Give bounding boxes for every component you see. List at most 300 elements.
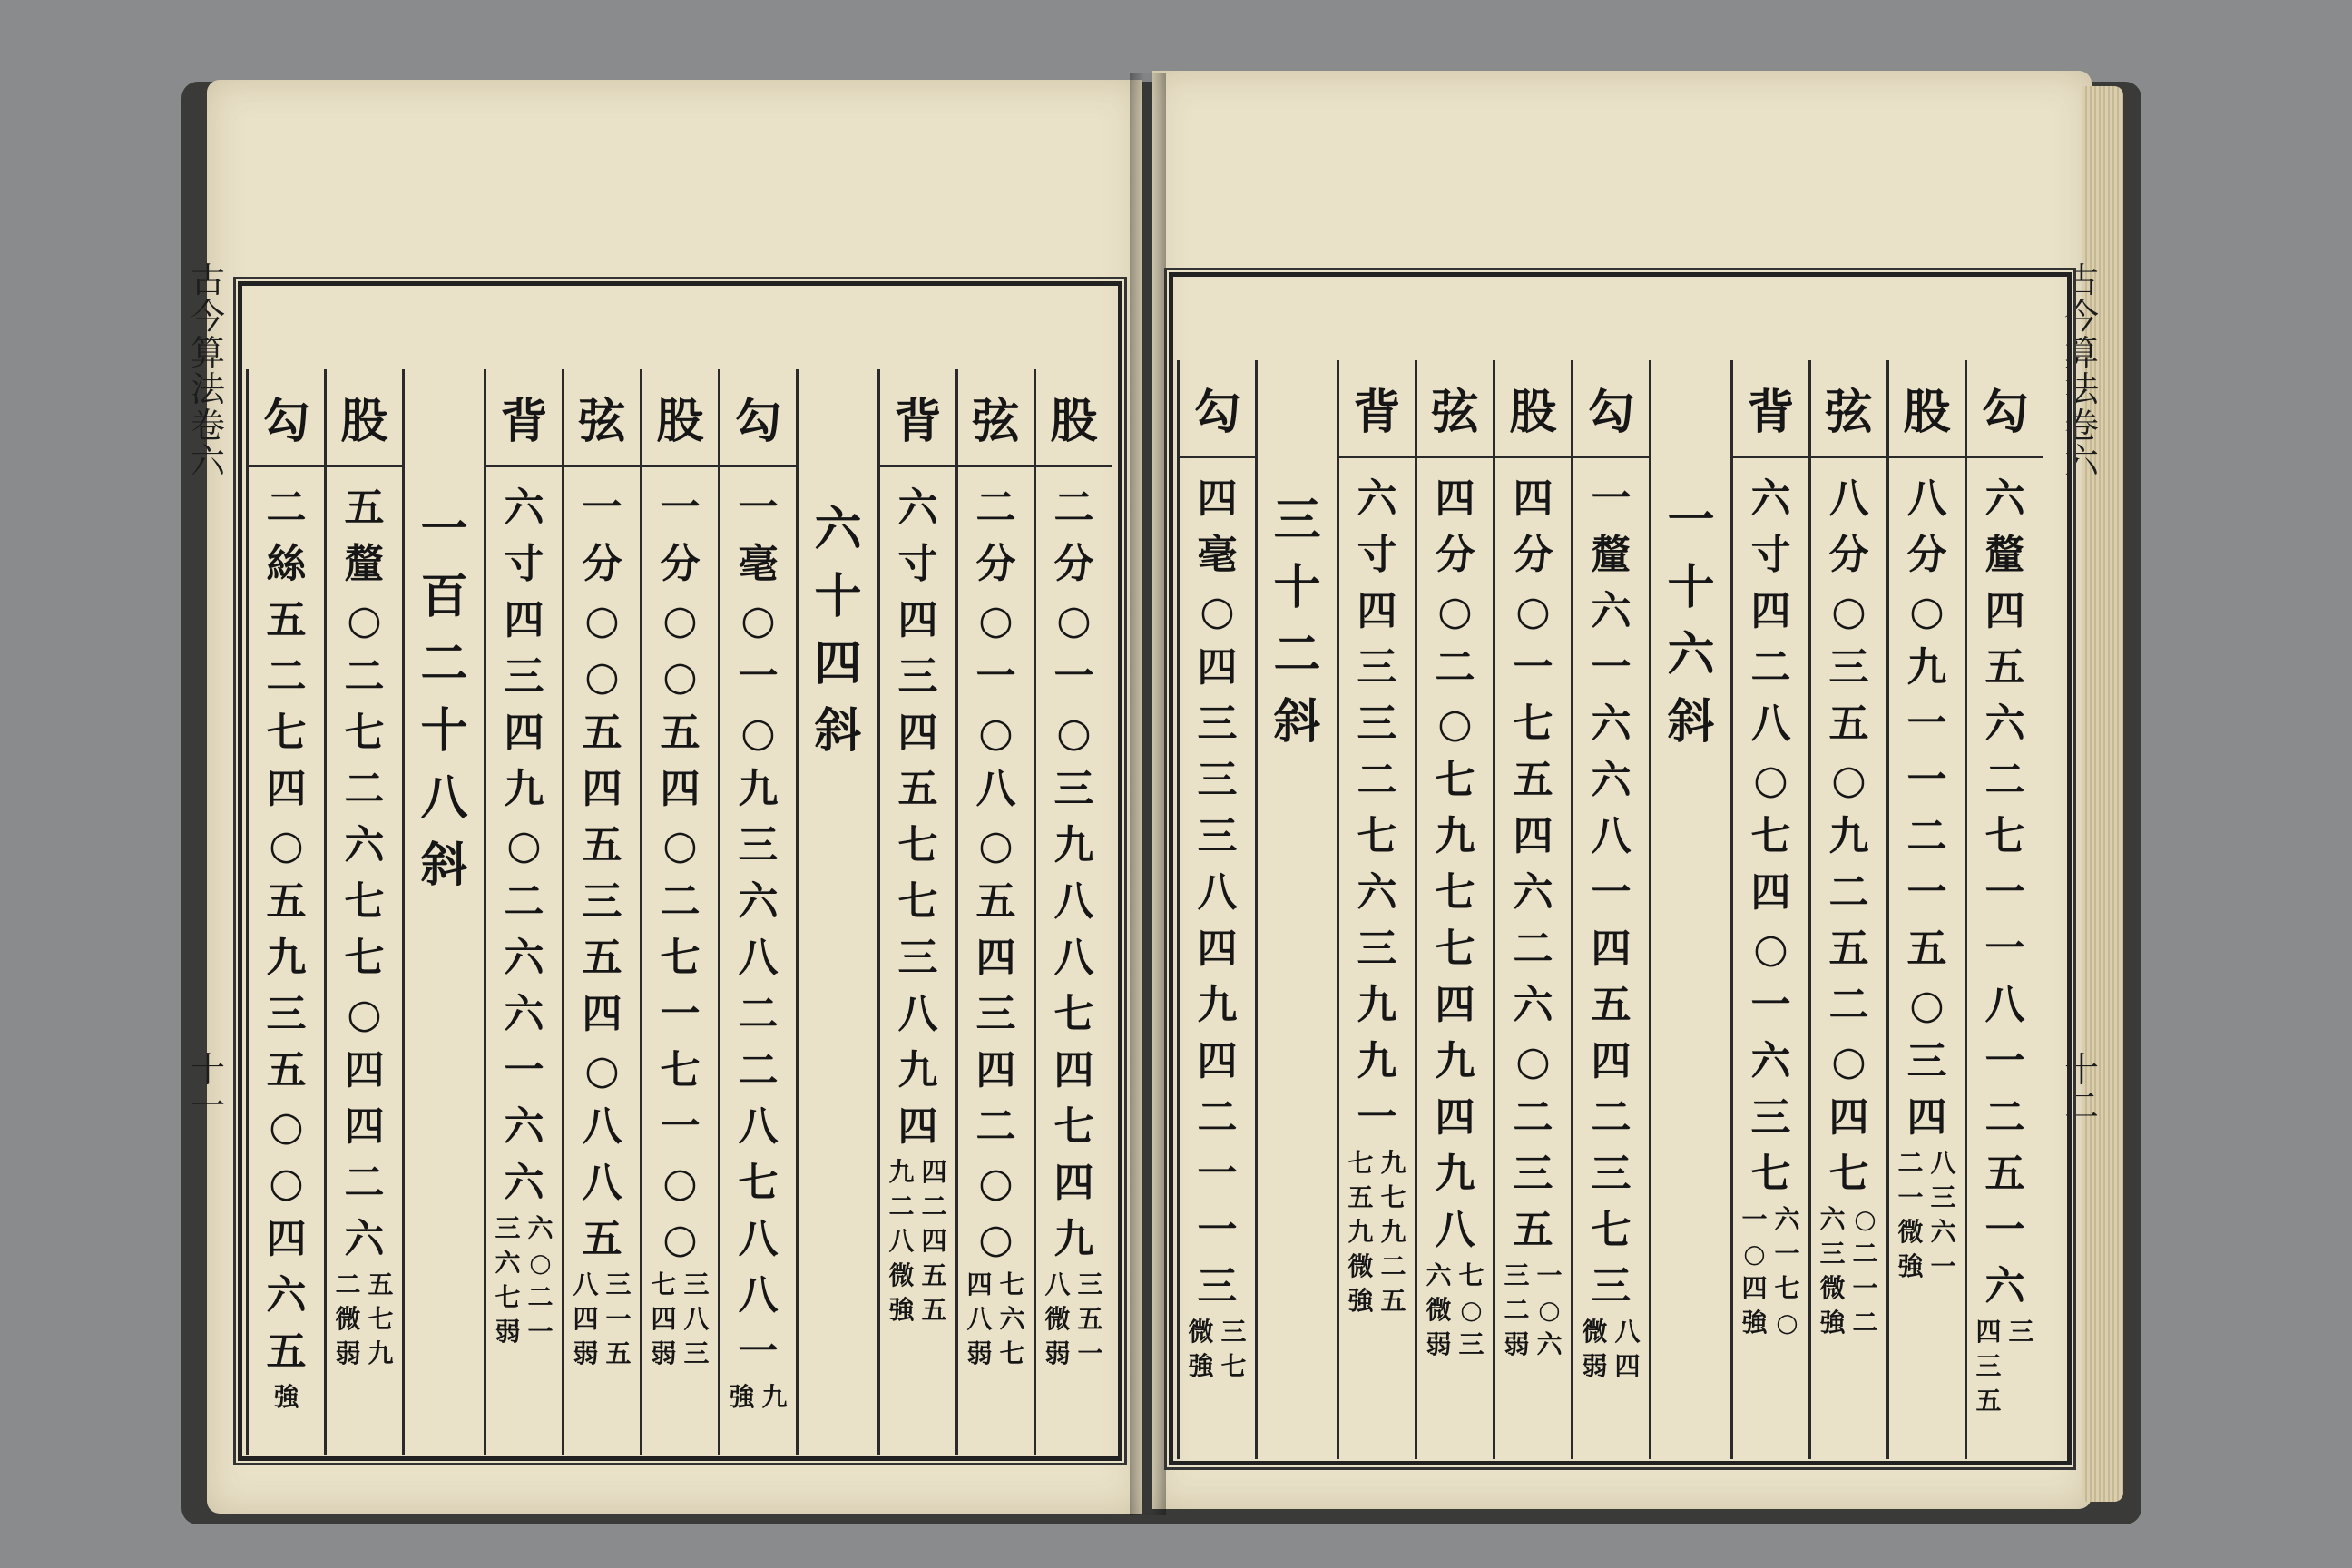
fraction-digit: 弱 <box>1426 1329 1452 1359</box>
digit: 八 <box>1906 475 1947 522</box>
fraction-digit: 強 <box>1188 1351 1214 1381</box>
fraction-digit: 七 <box>999 1338 1025 1368</box>
column-header: 背 <box>1339 360 1415 458</box>
margin-char: 法 <box>191 368 226 409</box>
digit: 七 <box>897 878 938 925</box>
title-char: 百 <box>420 569 468 624</box>
column-fraction <box>888 1155 946 1328</box>
digit: 四 <box>344 1103 385 1150</box>
title-char: 一 <box>1667 493 1715 548</box>
digit: 八 <box>1054 878 1094 925</box>
fraction-digit: 五 <box>921 1295 947 1325</box>
fraction-subcolumn <box>1459 1259 1485 1362</box>
fraction-digit: 七 <box>1458 1260 1485 1290</box>
column-fraction <box>1975 1315 2034 1418</box>
fraction-subcolumn <box>729 1380 754 1415</box>
digit: ○ <box>1909 588 1945 634</box>
digit: 四 <box>1435 982 1475 1028</box>
fraction-digit: 三 <box>1504 1260 1530 1290</box>
fraction-subcolumn <box>1819 1202 1845 1340</box>
digit: 九 <box>897 1047 938 1093</box>
digit: 七 <box>1984 813 2025 859</box>
digit: 六 <box>504 991 544 1037</box>
fraction-digit: 一 <box>1897 1182 1924 1212</box>
digit: 五 <box>1513 757 1553 803</box>
column-header: 勾 <box>720 369 796 467</box>
digit: ○ <box>506 822 542 868</box>
column-digits <box>1592 458 1632 1315</box>
column-header: 弦 <box>958 369 1034 467</box>
digit: 六 <box>1513 869 1553 916</box>
column-fraction <box>1426 1259 1484 1362</box>
fraction-digit: 二 <box>888 1191 915 1221</box>
digit: 五 <box>660 710 701 756</box>
digit: 一 <box>1906 701 1947 747</box>
fraction-subcolumn <box>1221 1315 1247 1384</box>
fraction-digit: 三 <box>495 1213 521 1243</box>
column-header: 弦 <box>1811 360 1886 458</box>
digit: 九 <box>1828 813 1869 859</box>
fraction-digit: 微 <box>1582 1317 1608 1347</box>
digit: 七 <box>738 1160 779 1206</box>
title-char: 十 <box>1273 560 1321 615</box>
fraction-subcolumn <box>684 1268 710 1371</box>
title-char: 四 <box>814 636 862 691</box>
column-fraction <box>1188 1315 1246 1384</box>
fraction-digit: 三 <box>1975 1351 2002 1381</box>
digit: 一 <box>660 485 701 531</box>
table-column <box>1886 360 1965 1459</box>
digit: 四 <box>975 1047 1016 1093</box>
digit: 三 <box>1197 813 1238 859</box>
digit: 八 <box>738 1103 779 1150</box>
title-char: 八 <box>420 770 468 826</box>
digit: 二 <box>1591 1094 1632 1141</box>
digit: 一 <box>1750 982 1791 1028</box>
digit: ○ <box>1515 1038 1551 1084</box>
fraction-digit: ○ <box>529 1248 552 1278</box>
table-column <box>324 369 402 1455</box>
digit: 三 <box>1357 926 1397 972</box>
digit: 四 <box>897 1103 938 1150</box>
digit: 寸 <box>897 541 938 587</box>
digit: ○ <box>1437 588 1473 634</box>
digit: ○ <box>1831 588 1867 634</box>
digit: 二 <box>344 1160 385 1206</box>
digit: ○ <box>1831 1038 1867 1084</box>
digit: 一 <box>738 485 779 531</box>
fraction-digit: 一 <box>1741 1204 1768 1234</box>
fraction-subcolumn <box>606 1268 632 1371</box>
fraction-digit: 三 <box>2008 1317 2034 1347</box>
fraction-digit: 強 <box>888 1295 915 1325</box>
digit: 四 <box>1750 588 1791 634</box>
fraction-digit: 六 <box>527 1213 554 1243</box>
table-column <box>562 369 640 1455</box>
digit: 一 <box>975 653 1016 700</box>
fraction-subcolumn <box>1897 1146 1923 1284</box>
digit: 五 <box>1591 982 1632 1028</box>
section-title-column <box>1255 360 1337 1459</box>
fraction-digit: 六 <box>1819 1204 1846 1234</box>
fraction-subcolumn <box>888 1155 914 1328</box>
column-fraction <box>1741 1202 1799 1340</box>
table-column <box>246 369 324 1455</box>
fraction-digit: ○ <box>1854 1204 1877 1234</box>
fraction-digit: 強 <box>1897 1251 1924 1281</box>
title-char: 六 <box>1667 627 1715 682</box>
column-header: 股 <box>327 369 402 467</box>
digit: 釐 <box>1984 532 2025 578</box>
fraction-digit: 一 <box>1930 1251 1956 1281</box>
digit: 七 <box>1435 926 1475 972</box>
table-column <box>1337 360 1415 1459</box>
fraction-digit: 五 <box>921 1260 947 1290</box>
column-header: 弦 <box>1417 360 1493 458</box>
fraction-subcolumn <box>651 1268 676 1371</box>
digit: 六 <box>1750 475 1791 522</box>
fraction-subcolumn <box>922 1155 947 1328</box>
fraction-digit: ○ <box>1460 1295 1483 1325</box>
digit: ○ <box>978 597 1014 643</box>
digit: 分 <box>1054 541 1094 587</box>
fraction-digit: 八 <box>888 1226 915 1256</box>
digit: 四 <box>266 1216 307 1262</box>
digit: 九 <box>1054 1216 1094 1262</box>
digit: 一 <box>660 991 701 1037</box>
digit: 八 <box>582 1160 622 1206</box>
digit: 九 <box>1357 982 1397 1028</box>
digit: 二 <box>660 878 701 925</box>
digit: 二 <box>1984 1094 2025 1141</box>
digit: 五 <box>266 1047 307 1093</box>
digit: 六 <box>504 1160 544 1206</box>
digit: 六 <box>504 1103 544 1150</box>
column-header: 背 <box>880 369 956 467</box>
margin-char: 一 <box>191 1085 226 1126</box>
digit: 八 <box>582 1103 622 1150</box>
digit: 六 <box>504 935 544 981</box>
digit: 一 <box>1357 1094 1397 1141</box>
digit: 七 <box>1591 1207 1632 1253</box>
digit: 一 <box>1513 644 1553 691</box>
title-char: 六 <box>814 502 862 557</box>
digit: 分 <box>1513 532 1553 578</box>
digit: 一 <box>504 1047 544 1093</box>
fraction-digit: 三 <box>1819 1239 1846 1269</box>
digit: 二 <box>1984 757 2025 803</box>
left-margin-title <box>191 260 226 482</box>
fraction-digit: 強 <box>1741 1308 1768 1338</box>
digit: 六 <box>738 878 779 925</box>
column-header: 背 <box>486 369 562 467</box>
fraction-digit: 五 <box>1975 1386 2002 1416</box>
fraction-subcolumn <box>573 1268 598 1371</box>
digit: 三 <box>1197 757 1238 803</box>
title-char: 斜 <box>1273 694 1321 750</box>
fraction-digit: 八 <box>966 1304 993 1334</box>
digit: 三 <box>1357 644 1397 691</box>
fraction-subcolumn <box>1975 1315 2001 1418</box>
fraction-digit: 弱 <box>573 1338 599 1368</box>
digit: 五 <box>582 710 622 756</box>
section-title <box>1667 360 1714 756</box>
digit: 二 <box>1197 1094 1238 1141</box>
fraction-digit: 五 <box>368 1269 394 1299</box>
fraction-digit: 七 <box>999 1269 1025 1299</box>
margin-char: 算 <box>191 332 226 373</box>
fraction-subcolumn <box>1000 1268 1025 1371</box>
digit: ○ <box>347 597 382 643</box>
digit: 一 <box>1197 1151 1238 1197</box>
digit: 五 <box>1984 644 2025 691</box>
digit: 四 <box>1513 475 1553 522</box>
fraction-digit: 一 <box>1077 1338 1103 1368</box>
digit: 四 <box>504 710 544 756</box>
fraction-digit: 七 <box>495 1282 521 1312</box>
fraction-digit: 微 <box>335 1304 361 1334</box>
digit: 一 <box>1984 1207 2025 1253</box>
digit: 七 <box>1750 813 1791 859</box>
digit: 七 <box>344 710 385 756</box>
fraction-digit: 微 <box>1426 1295 1452 1325</box>
fraction-digit: 八 <box>1930 1148 1956 1178</box>
fraction-digit: 弱 <box>966 1338 993 1368</box>
digit: 四 <box>1435 475 1475 522</box>
digit: ○ <box>662 822 698 868</box>
fraction-digit: 九 <box>1380 1148 1406 1178</box>
fraction-digit: 四 <box>1614 1351 1641 1381</box>
digit: 五 <box>1828 701 1869 747</box>
digit: ○ <box>269 1103 304 1150</box>
digit: 四 <box>1357 588 1397 634</box>
digit: 三 <box>738 822 779 868</box>
fraction-digit: ○ <box>1538 1295 1561 1325</box>
fraction-digit: 二 <box>921 1191 947 1221</box>
fraction-digit: 九 <box>368 1338 394 1368</box>
digit: 一 <box>660 1103 701 1150</box>
margin-char: 法 <box>2064 368 2100 409</box>
digit: 二 <box>1828 869 1869 916</box>
digit: ○ <box>1056 710 1092 756</box>
fraction-subcolumn <box>1426 1259 1451 1362</box>
digit: 一 <box>582 485 622 531</box>
digit: 一 <box>1906 869 1947 916</box>
digit: 七 <box>344 935 385 981</box>
fraction-digit: 三 <box>1458 1329 1485 1359</box>
digit: 六 <box>1357 869 1397 916</box>
digit: 四 <box>582 766 622 812</box>
digit: 分 <box>1828 532 1869 578</box>
section-title <box>420 369 467 899</box>
digit: 八 <box>738 1272 779 1318</box>
digit: 六 <box>1357 475 1397 522</box>
section-title-column <box>1649 360 1730 1459</box>
column-fraction <box>495 1211 553 1349</box>
fraction-digit: 三 <box>1930 1182 1956 1212</box>
margin-char: 古 <box>191 260 226 300</box>
digit: 四 <box>1513 813 1553 859</box>
title-char: 一 <box>420 502 468 557</box>
fraction-digit: 強 <box>1819 1308 1846 1338</box>
column-fraction <box>729 1380 787 1415</box>
digit: 四 <box>582 991 622 1037</box>
digit: ○ <box>978 1160 1014 1206</box>
digit: 三 <box>1906 1038 1947 1084</box>
digit: 一 <box>1906 757 1947 803</box>
digit: 五 <box>582 935 622 981</box>
digit: 四 <box>1197 1038 1238 1084</box>
digit: 二 <box>1750 644 1791 691</box>
digit: 毫 <box>1197 532 1238 578</box>
title-char: 十 <box>1667 560 1715 615</box>
digit: 釐 <box>1591 532 1632 578</box>
column-fraction <box>1897 1146 1955 1284</box>
digit: 二 <box>1513 926 1553 972</box>
fraction-subcolumn <box>368 1268 394 1371</box>
digit: 四 <box>344 1047 385 1093</box>
column-digits <box>1514 458 1553 1259</box>
fraction-digit: 微 <box>888 1260 915 1290</box>
digit: 二 <box>975 1103 1016 1150</box>
digit: 七 <box>1357 813 1397 859</box>
column-fraction <box>1044 1268 1102 1371</box>
section-title <box>814 369 861 765</box>
margin-char: 古 <box>2064 260 2100 300</box>
digit: 五 <box>1828 926 1869 972</box>
fraction-digit: 弱 <box>495 1317 521 1347</box>
column-fraction <box>1348 1146 1406 1318</box>
digit: 二 <box>1906 813 1947 859</box>
fraction-subcolumn <box>1078 1268 1103 1371</box>
digit: 寸 <box>1750 532 1791 578</box>
column-digits <box>1751 458 1791 1202</box>
digit: 毫 <box>738 541 779 587</box>
digit: 四 <box>1197 644 1238 691</box>
digit: 一 <box>1054 653 1094 700</box>
column-digits <box>583 467 622 1268</box>
digit: 四 <box>504 597 544 643</box>
digit: 八 <box>1984 982 2025 1028</box>
digit: 八 <box>738 935 779 981</box>
digit: 九 <box>1054 822 1094 868</box>
fraction-digit: 一 <box>1536 1260 1563 1290</box>
column-digits <box>1829 458 1869 1202</box>
section-title-column <box>796 369 877 1455</box>
digit: 四 <box>1435 1094 1475 1141</box>
digit: 九 <box>1435 1151 1475 1197</box>
digit: 四 <box>897 710 938 756</box>
digit: 七 <box>1054 1103 1094 1150</box>
title-char: 斜 <box>814 703 862 759</box>
fraction-digit: 九 <box>888 1157 915 1187</box>
digit: 三 <box>1750 1094 1791 1141</box>
digit: 八 <box>975 766 1016 812</box>
digit: 三 <box>975 991 1016 1037</box>
fraction-subcolumn <box>1188 1315 1213 1384</box>
margin-char: 算 <box>2064 332 2100 373</box>
fraction-digit: 八 <box>573 1269 599 1299</box>
digit: 八 <box>1054 935 1094 981</box>
table-column <box>640 369 718 1455</box>
column-digits <box>345 467 385 1268</box>
fraction-subcolumn <box>1853 1202 1878 1340</box>
right-page-table-frame <box>1169 272 2072 1465</box>
table-column <box>1808 360 1886 1459</box>
digit: 五 <box>344 485 385 531</box>
digit: 五 <box>266 878 307 925</box>
digit: 釐 <box>344 541 385 587</box>
fraction-digit: 二 <box>1897 1148 1924 1178</box>
digit: 六 <box>897 485 938 531</box>
margin-char: 十 <box>191 1050 226 1090</box>
margin-char: 卷 <box>191 405 226 446</box>
left-table <box>242 369 1118 1455</box>
column-digits <box>1054 467 1094 1268</box>
fraction-digit: 四 <box>921 1226 947 1256</box>
digit: 分 <box>660 541 701 587</box>
column-fraction <box>1582 1315 1640 1384</box>
digit: 九 <box>1435 1038 1475 1084</box>
fraction-digit: 七 <box>368 1304 394 1334</box>
fraction-digit: 九 <box>761 1382 788 1412</box>
right-table <box>1173 360 2067 1459</box>
section-title-column <box>402 369 484 1455</box>
digit: ○ <box>584 1047 620 1093</box>
digit: 九 <box>738 766 779 812</box>
fraction-subcolumn <box>1615 1315 1641 1384</box>
digit: 五 <box>582 1216 622 1262</box>
digit: 一 <box>1591 869 1632 916</box>
digit: ○ <box>584 653 620 700</box>
fraction-digit: 七 <box>1774 1273 1800 1303</box>
digit: ○ <box>662 1160 698 1206</box>
digit: 八 <box>897 991 938 1037</box>
digit: 一 <box>1984 926 2025 972</box>
digit: 二 <box>1054 485 1094 531</box>
fraction-digit: 二 <box>527 1282 554 1312</box>
digit: ○ <box>1831 757 1867 803</box>
digit: 四 <box>1828 1094 1869 1141</box>
fraction-subcolumn <box>1931 1146 1956 1284</box>
digit: 二 <box>344 766 385 812</box>
fraction-digit: 七 <box>651 1269 677 1299</box>
column-header: 勾 <box>1180 360 1255 458</box>
fraction-digit: 二 <box>1852 1239 1878 1269</box>
digit: 分 <box>582 541 622 587</box>
digit: ○ <box>978 1216 1014 1262</box>
fraction-digit: 弱 <box>335 1338 361 1368</box>
digit: 四 <box>1054 1160 1094 1206</box>
fraction-digit: 微 <box>1897 1217 1924 1247</box>
fraction-subcolumn <box>966 1268 992 1371</box>
column-digits <box>661 467 701 1268</box>
digit: 五 <box>1513 1207 1553 1253</box>
digit: 四 <box>1591 1038 1632 1084</box>
fraction-digit: 七 <box>1220 1351 1247 1381</box>
fraction-subcolumn <box>1537 1259 1563 1362</box>
digit: 三 <box>266 991 307 1037</box>
fraction-digit: 弱 <box>651 1338 677 1368</box>
fraction-digit: 九 <box>1348 1217 1374 1247</box>
digit: 六 <box>1984 475 2025 522</box>
digit: 一 <box>1591 644 1632 691</box>
digit: 六 <box>1750 1038 1791 1084</box>
digit: 一 <box>1591 475 1632 522</box>
fraction-subcolumn <box>1504 1259 1529 1362</box>
margin-char: 二 <box>2064 1085 2100 1126</box>
title-char: 斜 <box>1667 694 1715 750</box>
